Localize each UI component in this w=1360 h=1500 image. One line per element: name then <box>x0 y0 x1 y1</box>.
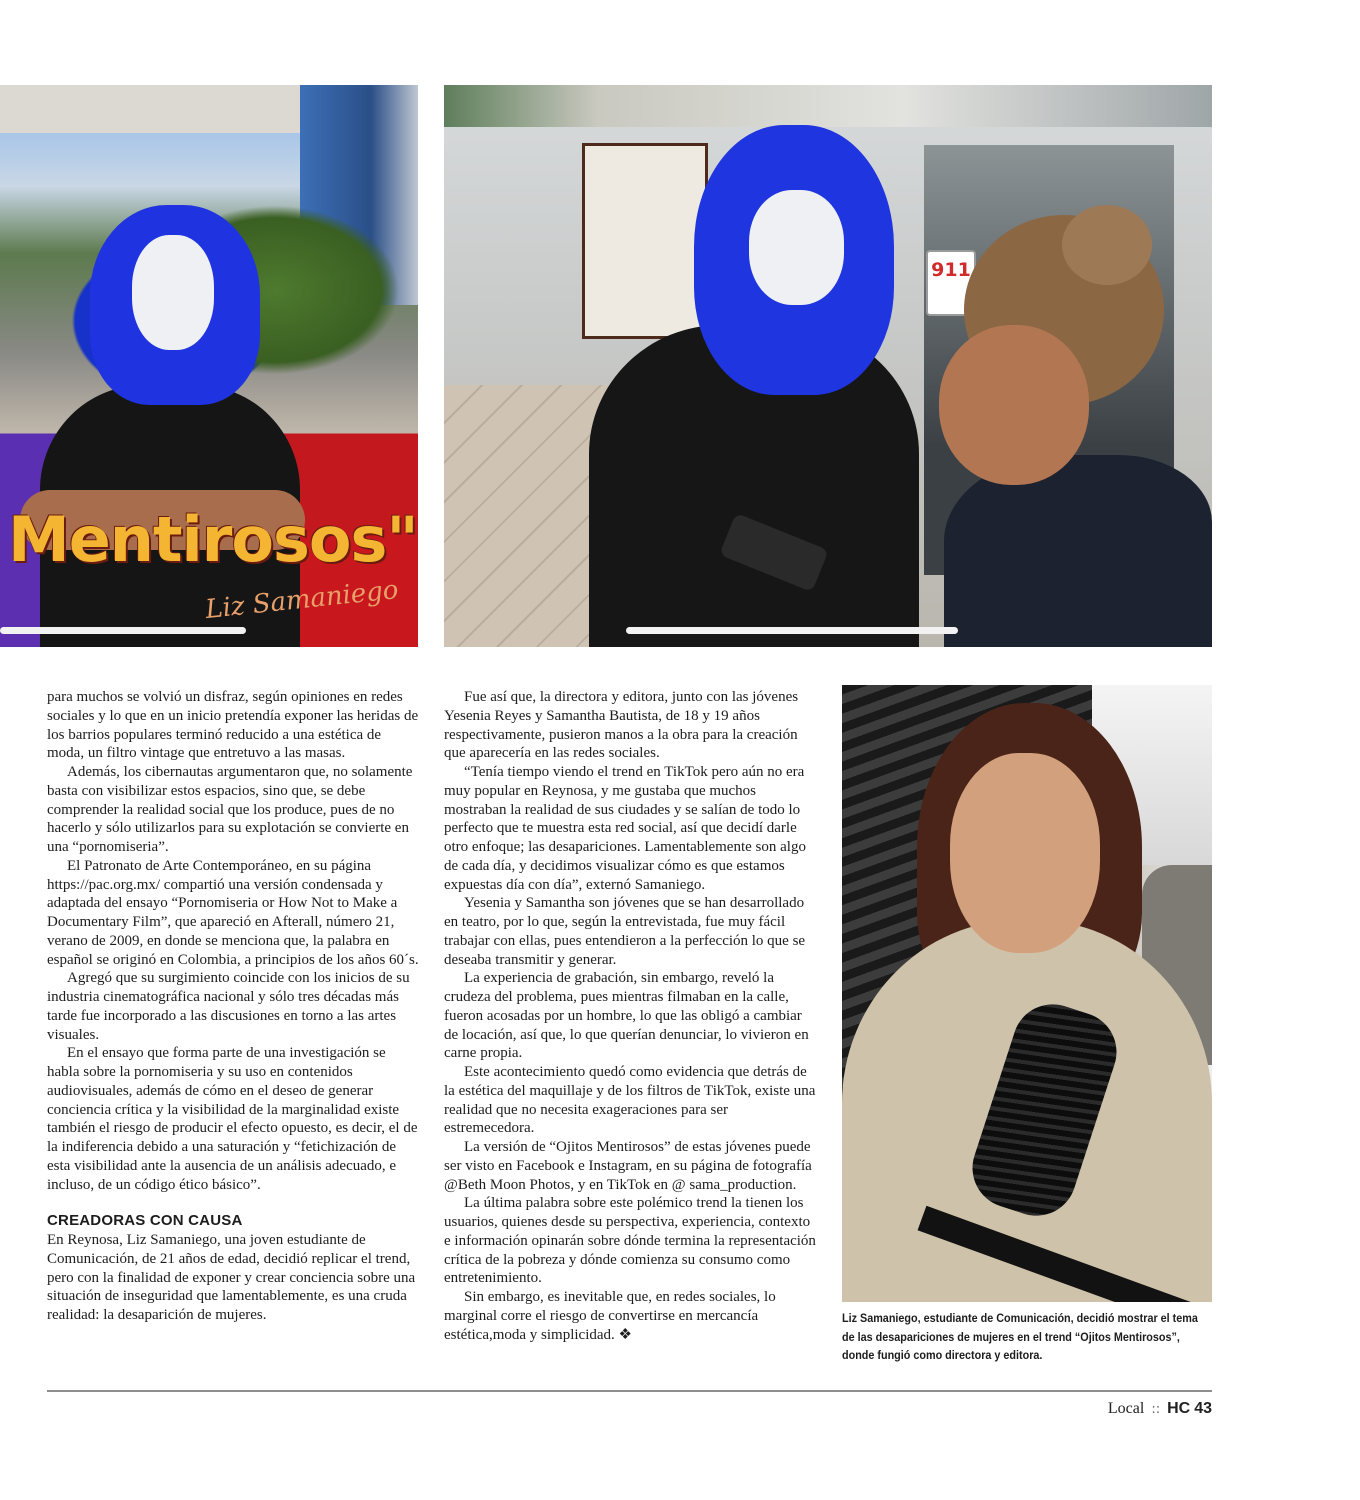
clown-makeup-face <box>749 190 844 305</box>
photo-title-overlay: Mentirosos" <box>8 503 418 576</box>
section-name: Local <box>1107 1400 1145 1417</box>
photo-caption: Liz Samaniego, estudiante de Comunicación, decidió mostrar el tema de las desapariciones de mujeres en el trend “Ojitos Mentirosos”, donde fungió como directora y editora. <box>842 1311 1198 1362</box>
subheading: CREADORAS CON CAUSA <box>47 1212 243 1230</box>
carousel-progress-bar <box>626 627 958 634</box>
publication-name: HC <box>1167 1400 1191 1417</box>
article-column-1 <box>47 688 419 1325</box>
paragraph: Sin embargo, es inevitable que, en redes sociales, lo marginal corre el riesgo de convertirse en mercancía estética,moda y simplicidad. ❖ <box>444 1289 776 1343</box>
clown-makeup-face <box>132 235 214 350</box>
paragraph: para muchos se volvió un disfraz, según opiniones en redes sociales y lo que en un inicio pretendía exponer las heridas de los barrios populares terminó reducido a una estética de moda, un filtro vintage que entretuvo a las masas. <box>47 689 419 762</box>
portrait-face <box>950 753 1100 953</box>
emergency-sign: 911 <box>926 250 976 316</box>
paragraph: Este acontecimiento quedó como evidencia que detrás de la estética del maquillaje y de los filtros de TikTok, existe una realidad que no necesita exageraciones para ser estremecedora. <box>444 1064 816 1137</box>
paragraph: El Patronato de Arte Contemporáneo, en su página https://pac.org.mx/ compartió una versión condensada y adaptada del ensayo “Pornomiseria or How Not to Make a Documentary Film”, que apareció en Afterall, número 21, verano de 2009, en donde se menciona que, la palabra en español se originó en Colombia, a principios de los años 60´s. <box>47 857 419 968</box>
paragraph: Agregó que su surgimiento coincide con los inicios de su industria cinematográfica nacional y sólo tres décadas más tarde fue incorporado a las discusiones en torno a las artes visuales. <box>47 970 410 1043</box>
photo-credit-overlay: Liz Samaniego <box>203 574 400 626</box>
page-folio <box>1108 1400 1212 1418</box>
separator-icon: :: <box>1151 1402 1161 1417</box>
photo-performer-at-kiosk <box>0 85 418 647</box>
woman-face <box>939 325 1089 485</box>
storefront-poster <box>582 143 708 339</box>
paragraph: La experiencia de grabación, sin embargo, reveló la crudeza del problema, pues mientras filmaban en la calle, fueron acosadas por un hombre, lo que las obligó a cambiar de locación, así que, lo que querían denunciar, lo vivieron en carne propia. <box>444 970 809 1062</box>
paragraph: En el ensayo que forma parte de una investigación se habla sobre la pornomiseria y su uso en contenidos audiovisuales, además de cómo en el deseo de generar conciencia crítica y la visibilidad de la marginalidad existe también el riesgo de producir el efecto opuesto, es decir, el de la indiferencia debido a una saturación y “fetichización de esta visibilidad ante la ausencia de un análisis adecuado, e incluso, de un código ético básico”. <box>47 1045 418 1193</box>
paragraph: Fue así que, la directora y editora, junto con las jóvenes Yesenia Reyes y Samantha Bautista, de 18 y 19 años respectivamente, pusieron manos a la obra para la creación que aparecería en las redes sociales. <box>444 689 799 762</box>
carousel-progress-bar <box>0 627 246 634</box>
hair-bun <box>1062 205 1152 285</box>
woman-figure <box>944 455 1212 647</box>
storefront-awning <box>444 85 1212 127</box>
paragraph: En Reynosa, Liz Samaniego, una joven estudiante de Comunicación, de 21 años de edad, decidió replicar el trend, pero con la finalidad de exponer y crear conciencia sobre una situación de inseguridad que lamentablemente, es una cruda realidad: la desaparición de mujeres. <box>47 1232 416 1323</box>
photo-portrait-liz-samaniego <box>842 685 1212 1302</box>
paragraph: Yesenia y Samantha son jóvenes que se han desarrollado en teatro, por lo que, según la entrevistada, fue muy fácil trabajar con ellas, pues entendieron a la perfección lo que se deseaba transmitir y generar. <box>444 895 806 968</box>
page-number: 43 <box>1194 1400 1212 1417</box>
paragraph: La versión de “Ojitos Mentirosos” de estas jóvenes puede ser visto en Facebook e Instagram, en su página de fotografía @Beth Moon Photos, y en TikTok en @ sama_production. <box>444 1139 812 1193</box>
performer-figure <box>20 205 310 647</box>
paragraph: Además, los cibernautas argumentaron que, no solamente basta con visibilizar estos espacios, sino que, se debe comprender la realidad social que los produce, pues de no hacerlo y sólo utilizarlos para su explotación se convierte en una “pornomiseria”. <box>47 764 413 855</box>
article-column-2 <box>444 688 816 1344</box>
paragraph: La última palabra sobre este polémico trend la tienen los usuarios, quienes desde su perspectiva, experiencia, contexto e información opinarán sobre dónde termina la representación crítica de la pobreza y dónde comienza su consumo como entretenimiento. <box>444 1195 816 1287</box>
footer-rule <box>47 1390 1212 1392</box>
photo-performer-with-woman <box>444 85 1212 647</box>
kiosk-roof <box>0 85 300 133</box>
paragraph: “Tenía tiempo viendo el trend en TikTok pero aún no era muy popular en Reynosa, y me gustaba que muchos mostraban la realidad de sus ciudades y se salían de todo lo perfecto que te muestra esta red social, así que decidí darle otro enfoque; las desapariciones. Lamentablemente son algo de cada día, y decidimos visualizar cómo es que estamos expuestas día con día”, externó Samaniego. <box>444 764 806 893</box>
